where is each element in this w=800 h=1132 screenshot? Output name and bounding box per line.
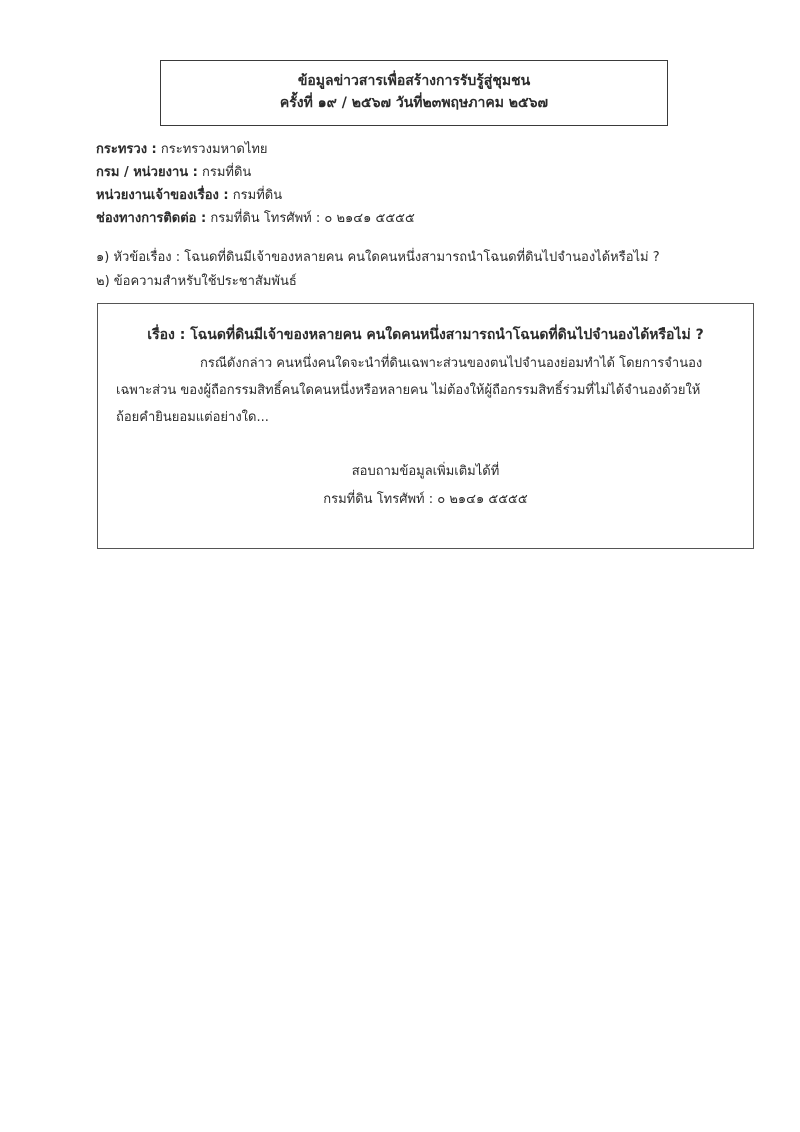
contact-row bbox=[96, 207, 415, 230]
agency-info bbox=[96, 138, 415, 230]
message-body-line: ถ้อยคำยินยอมแต่อย่างใด... bbox=[116, 410, 269, 425]
owner-agency-label: หน่วยงานเจ้าของเรื่อง : bbox=[96, 188, 229, 203]
contact-value: กรมที่ดิน โทรศัพท์ : ๐ ๒๑๔๑ ๕๕๕๕ bbox=[210, 211, 415, 226]
contact-prompt: สอบถามข้อมูลเพิ่มเติมได้ที่ bbox=[351, 464, 500, 479]
ministry-row bbox=[96, 138, 415, 161]
department-label: กรม / หน่วยงาน : bbox=[96, 165, 198, 180]
ministry-value: กระทรวงมหาดไทย bbox=[160, 142, 268, 157]
message-body-line: กรณีดังกล่าว คนหนึ่งคนใดจะนำที่ดินเฉพาะส่วนของตนไปจำนองย่อมทำได้ โดยการจำนอง bbox=[200, 356, 703, 371]
department-value: กรมที่ดิน bbox=[202, 165, 252, 180]
message-body bbox=[116, 350, 740, 431]
owner-agency-value: กรมที่ดิน bbox=[232, 188, 283, 203]
item-topic: ๑) หัวข้อเรื่อง : โฉนดที่ดินมีเจ้าของหลายคน คนใดคนหนึ่งสามารถนำโฉนดที่ดินไปจำนองได้หรือไม่ ? bbox=[96, 250, 660, 265]
issue-number-date: ครั้งที่ ๑๙ / ๒๕๖๗ วันที่๒๓พฤษภาคม ๒๕๖๗ bbox=[279, 95, 549, 111]
message-body-line: เฉพาะส่วน ของผู้ถือกรรมสิทธิ์คนใดคนหนึ่งหรือหลายคน ไม่ต้องให้ผู้ถือกรรมสิทธิ์ร่วมที่ไม่ได้จำนองด้วยให้ bbox=[116, 383, 701, 398]
department-row bbox=[96, 161, 415, 184]
message-contact bbox=[98, 458, 753, 514]
item-pr-message: ๒) ข้อความสำหรับใช้ประชาสัมพันธ์ bbox=[96, 274, 297, 289]
owner-agency-row bbox=[96, 184, 415, 207]
item-list bbox=[96, 246, 660, 294]
ministry-label: กระทรวง : bbox=[96, 142, 157, 157]
pr-message-box bbox=[97, 303, 754, 549]
message-title: เรื่อง : โฉนดที่ดินมีเจ้าของหลายคน คนใดคนหนึ่งสามารถนำโฉนดที่ดินไปจำนองได้หรือไม่ ? bbox=[147, 327, 704, 343]
document-header-box bbox=[160, 60, 668, 126]
contact-label: ช่องทางการติดต่อ : bbox=[96, 211, 207, 226]
document-title: ข้อมูลข่าวสารเพื่อสร้างการรับรู้สู่ชุมชน bbox=[297, 73, 531, 89]
contact-phone: กรมที่ดิน โทรศัพท์ : ๐ ๒๑๔๑ ๕๕๕๕ bbox=[323, 492, 528, 507]
